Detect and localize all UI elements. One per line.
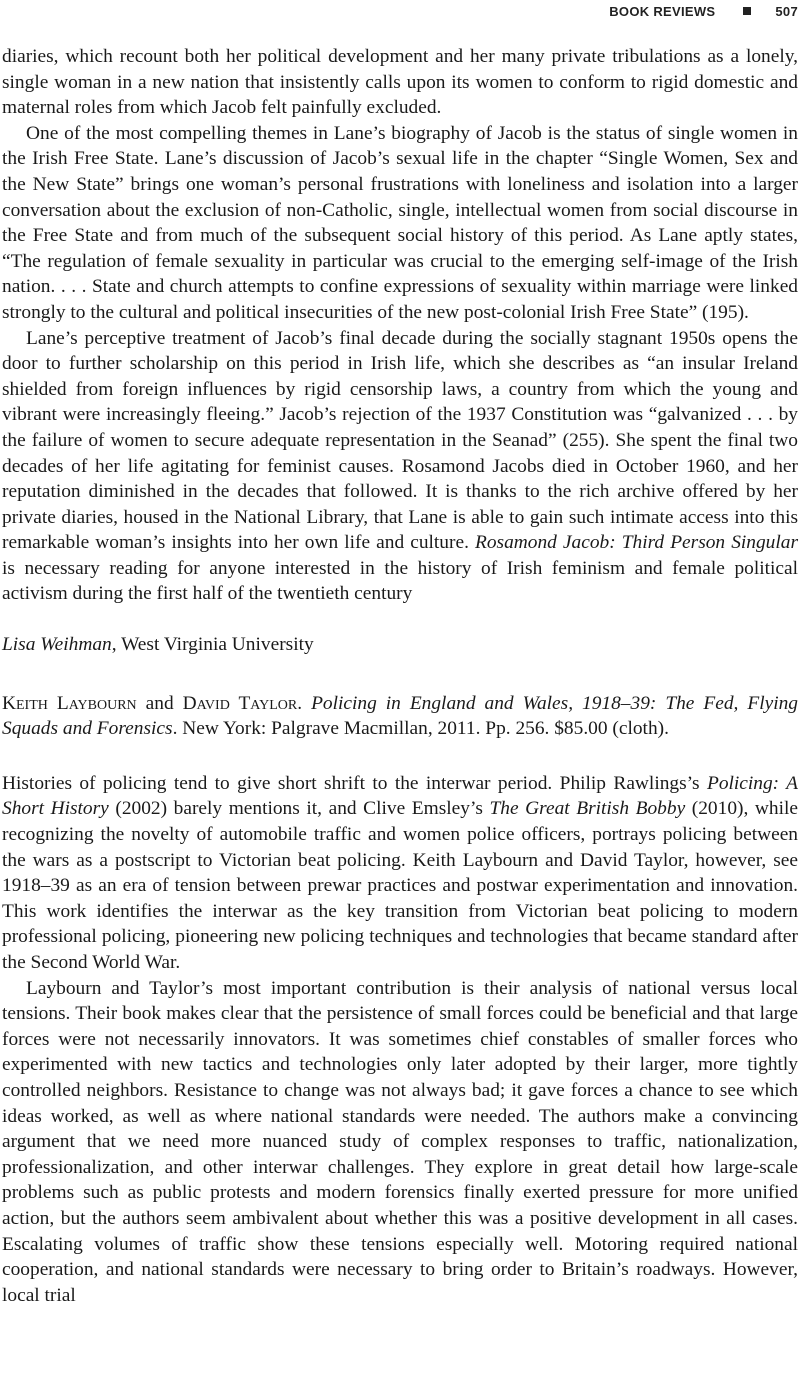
- publication-info: . New York: Palgrave Macmillan, 2011. Pp. 256. $85.00 (cloth).: [172, 718, 669, 740]
- review1-paragraph-1: diaries, which recount both her political development and her many private tribulations as a lonely, single woman in a new nation that insistently calls upon its women to conform to rigid domestic and maternal roles from which Jacob felt painfully excluded.: [2, 46, 798, 119]
- author-name: David Taylor: [182, 692, 298, 714]
- review1-paragraph-2: One of the most compelling themes in Lane’s biography of Jacob is the status of single women in the Irish Free State. Lane’s discussion of Jacob’s sexual life in the chapter “Single Women, Sex and the New State” brings one woman’s personal frustrations with loneliness and isolation into a larger conversation about the exclusion of non-Catholic, single, intellectual women from social discourse in the Free State and from much of the subsequent social history of this period. As Lane aptly states, “The regulation of female sexuality in particular was crucial to the emerging self-image of the Irish nation. . . . State and church attempts to confine expressions of sexuality within marriage were linked strongly to the cultural and political insecurities of the new post-colonial Irish Free State” (195).: [2, 122, 798, 323]
- square-bullet-icon: [743, 7, 751, 15]
- paragraph-text: (2002) barely mentions it, and Clive Emsley’s: [108, 798, 490, 820]
- book-title: Policing: A Short History: [2, 772, 799, 820]
- paragraph-text: is necessary reading for anyone interested in the history of Irish feminism and female political activism during the first half of the twentieth century: [2, 557, 798, 605]
- reviewer-signature: [2, 632, 798, 658]
- reviewer-name: Lisa Weihman: [2, 634, 112, 656]
- paragraph-text: (2010), while recognizing the novelty of automobile traffic and women police officers, portrays policing between the wars as a postscript to Victorian beat policing. Keith Laybourn and David Taylor, however, see 1918–39 as an era of tension between prewar practices and postwar experimentation and innovation. This work identifies the interwar as the key transition from Victorian beat policing to modern professional policing, pioneering new policing techniques and technologies that became standard after the Second World War.: [2, 798, 798, 973]
- running-header: [609, 0, 798, 22]
- citation-text: and: [136, 692, 183, 714]
- paragraph-text: Histories of policing tend to give short shrift to the interwar period. Philip Rawlings’s: [2, 772, 707, 794]
- book-title: The Great British Bobby: [489, 798, 686, 820]
- review2-paragraph-1: [2, 771, 798, 976]
- book-title: Rosamond Jacob: Third Person Singular: [474, 532, 798, 554]
- review1-paragraph-3: [2, 326, 798, 608]
- section-title: BOOK REVIEWS: [609, 3, 716, 19]
- paragraph-text: Lane’s perceptive treatment of Jacob’s final decade during the socially stagnant 1950s opens the door to further scholarship on this period in Irish life, which she describes as “an insular Ireland shielded from foreign influences by rigid censorship laws, a country from which the young and vibrant were increasingly fleeing.” Jacob’s rejection of the 1937 Constitution was “galvanized . . . by the failure of women to secure adequate representation in the Seanad” (255). She spent the final two decades of her life agitating for feminist causes. Rosamond Jacobs died in October 1960, and her reputation diminished in the decades that followed. It is thanks to the rich archive offered by her private diaries, housed in the National Library, that Lane is able to gain such intimate access into this remarkable woman’s insights into her own life and culture.: [2, 327, 798, 554]
- page-number: 507: [775, 3, 798, 19]
- book-title: Policing in England and Wales, 1918–39: The Fed, Flying Squads and Forensics: [2, 692, 798, 740]
- reviewer-affiliation: , West Virginia University: [111, 634, 314, 656]
- review2-citation: [2, 691, 798, 742]
- page-body: [2, 44, 798, 1308]
- citation-text: .: [297, 692, 312, 714]
- review2-paragraph-2: Laybourn and Taylor’s most important contribution is their analysis of national versus local tensions. Their book makes clear that the persistence of small forces could be beneficial and that large forces were not necessarily innovators. It was sometimes chief constables of smaller forces who experimented with new tactics and technologies only later adopted by their larger, more tightly controlled neighbors. Resistance to change was not always bad; it gave forces a chance to see which ideas worked, as well as where national standards were needed. The authors make a convincing argument that we need more nuanced study of complex responses to traffic, nationalization, professionalization, and other interwar challenges. They explore in great detail how large-scale problems such as public protests and modern forensics finally exerted pressure for more unified action, but the authors seem ambivalent about whether this was a positive development in all cases. Escalating volumes of traffic show these tensions especially well. Motoring required national cooperation, and national standards were necessary to bring order to Britain’s roadways. However, local trial: [2, 977, 798, 1306]
- author-name: Keith Laybourn: [2, 692, 137, 714]
